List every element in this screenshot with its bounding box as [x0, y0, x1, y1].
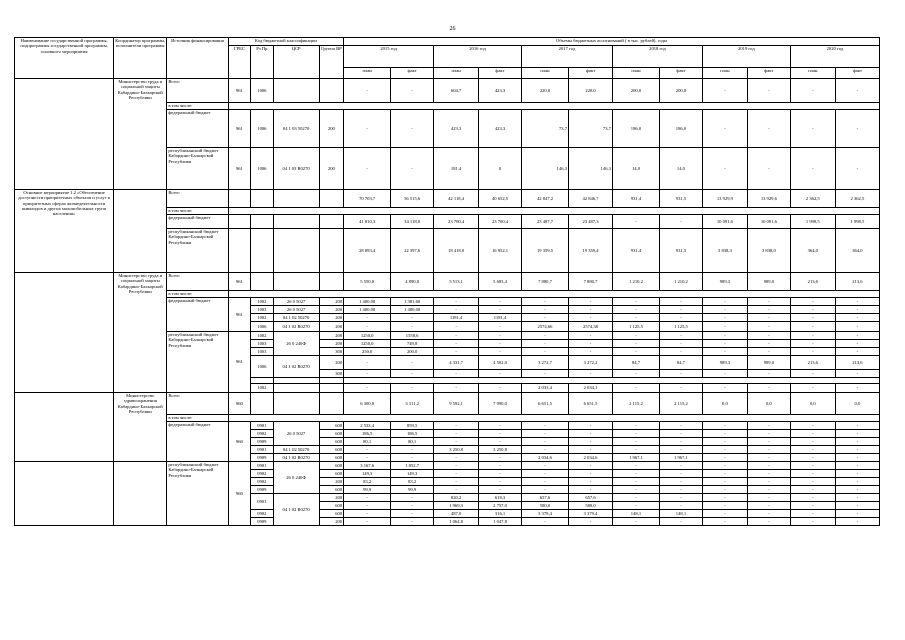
header-year: 2015 год: [344, 46, 434, 68]
header-plan: план: [344, 68, 391, 79]
header-year: 2016 год: [434, 46, 522, 68]
source-cell: Всего: [167, 393, 228, 415]
table-row: 1002 04 1 02 50270 200 - - 1181,4 1181,4 - - - - - - - -: [15, 314, 880, 322]
source-cell: федеральный бюджет: [167, 422, 228, 462]
table-row: 0902 600 149,3 149,3 - - - - - - - - - -: [15, 470, 880, 478]
header-csr: ЦСР: [273, 46, 319, 79]
table-row: 0901 04 1 02 R0270 200 - - 820,2 618,3 657,6 657,6 - - - - - -: [15, 494, 880, 502]
source-cell: федеральный бюджет: [167, 298, 228, 332]
coordinator-cell: Министерство труда и социальной защиты Кабардино-Балкарской Республики: [114, 79, 167, 190]
header-kbk: Код бюджетной классификации: [228, 38, 344, 46]
table-row: 0902 600 - - 487,0 316,1 3 379,4 3 379,4 148,1 148,1 - - - -: [15, 510, 880, 518]
coordinator-cell: Министерство здравоохранения Кабардино-Балкарской Республики: [114, 393, 167, 462]
table-row: 0909 04 1 02 R0270 600 - - - - 2 034,6 2 034,6 1 967,1 1 967,1 - - - -: [15, 454, 880, 462]
table-row: Министерство здравоохранения Кабардино-Балкарской Республики Всего 960 6 300,0 3 311,2 9 592,1 7 990,0 6 651,5 6 651,5 2 115,2 2 115,2 0,0 0,0 0,0 0,0: [15, 393, 880, 415]
table-row: федеральный бюджет 961 1006 04 1 03 50270 200 - - 423,3 423,3 73,7 73,7 186,0 186,0 - - - -: [15, 110, 880, 148]
header-grbs: ГРБС: [228, 46, 250, 79]
event-name: Основное мероприятие 1.2 «Обеспечение доступности приоритетных объектов и услуг в приоритетных сферах жизнедеятельности инвалидов и других маломобильных групп населения»: [15, 190, 114, 273]
table-row: 1003 300 250,0 200,0 - - - - - - - - - -: [15, 348, 880, 356]
table-row: 0902 600 186,5 186,5 - - - - - - - - - -: [15, 430, 880, 438]
header-plan: план: [702, 68, 747, 79]
header-rzpr: Рз Пр: [251, 46, 273, 79]
header-fact: факт: [835, 68, 879, 79]
source-cell: республиканский бюджет Кабардино-Балкарской Республики: [167, 332, 228, 393]
source-cell: республиканский бюджет Кабардино-Балкарской Республики: [167, 462, 228, 526]
header-source: Источник финансирования: [167, 38, 228, 79]
header-fact: факт: [569, 68, 613, 79]
source-cell: Всего: [167, 273, 228, 291]
source-cell: федеральный бюджет: [167, 110, 228, 148]
table-row: 0909 600 80,1 80,1 - - - - - - - - - -: [15, 438, 880, 446]
source-cell: Всего: [167, 190, 228, 208]
header-year: 2018 год: [612, 46, 702, 68]
table-row: 1006 04 1 02 R0270 200 - - 4 331,7 4 502,0 3 272,7 3 272,2 84,7 84,7 989,3 989,0 213,6 213,6: [15, 356, 880, 370]
table-row: Основное мероприятие 1.2 «Обеспечение доступности приоритетных объектов и услуг в приоритетных сферах жизнедеятельности инвалидов и других маломобильных групп населения» Всего 70 703,7 56 515,6 42 118,4 40 652,5 42 847,2 42 846,7 931,4 931,5 13 929,9 13 929,6 2 362,5 2 362,5: [15, 190, 880, 208]
table-row: 1003 26 0 5027 200 1 400,00 1 400,00 - - - - - - - - - -: [15, 306, 880, 314]
header-coordinator: Координатор программы, исполнители программы: [114, 38, 167, 79]
header-plan: план: [522, 68, 569, 79]
table-row: Министерство труда и социальной защиты Кабардино-Балкарской Республики Всего 961 5 550,0 4 890,0 5 513,1 5 683,4 7 880,7 7 880,7 1 210,2 1 210,2 989,3 989,0 213,6 213,6: [15, 273, 880, 291]
source-cell: республиканский бюджет Кабардино-Балкарской Республики: [167, 148, 228, 190]
source-cell: в том числе:: [167, 103, 228, 110]
header-fact: факт: [659, 68, 702, 79]
coordinator-cell: Министерство труда и социальной защиты Кабардино-Балкарской Республики: [114, 273, 167, 393]
header-volumes: Объемы бюджетных ассигнований ( в тыс. рублей), годы: [344, 38, 880, 46]
header-vr: Группа ВР: [319, 46, 344, 79]
table-row: республиканский бюджет Кабардино-Балкарской Республики 961 1002 26 0 240Ф 200 1250,0 1558,6 - - - - - - - - - -: [15, 332, 880, 340]
table-row: 0902 200 83,2 83,2 - - - - - - - - - -: [15, 478, 880, 486]
source-cell: Всего: [167, 79, 228, 103]
header-plan: план: [790, 68, 835, 79]
header-fact: факт: [747, 68, 790, 79]
table-row: 1002 - - - - 2 033,4 2 034,1 - - - - - -: [15, 384, 880, 393]
table-row: 0909 200 - - 1 064,8 1 047,8 - - - - - - - -: [15, 518, 880, 526]
table-row: Министерство труда и социальной защиты Кабардино-Балкарской Республики Всего 961 1006 - - 604,7 423,3 220,0 220,0 200,0 200,0 - - - -: [15, 79, 880, 103]
source-cell: федеральный бюджет: [167, 215, 228, 229]
header-fact: факт: [479, 68, 522, 79]
header-year: 2017 год: [522, 46, 613, 68]
source-cell: в том числе:: [167, 208, 228, 215]
header-plan: план: [434, 68, 479, 79]
budget-table: [14, 37, 880, 526]
table-row: 300 - - - - - - - - - - - -: [15, 370, 880, 378]
table-row: республиканский бюджет Кабардино-Балкарской Республики 28 893,4 22 397,6 18 418,0 16 952,1 19 359,5 19 359,4 931,4 931,5 3 838,3 3 838,0 364,0 364,0: [15, 229, 880, 273]
table-row: 0901 04 1 02 50270 600 - - 3 250,8 3 250,8 - - - - - - - -: [15, 446, 880, 454]
source-cell: в том числе:: [167, 291, 228, 298]
table-row: 1006 04 1 02 R0270 200 - - - - 2574,66 2574,38 1 125,5 1 125,5 - - - -: [15, 322, 880, 332]
header-name: Наименование государственной программы, подпрограммы государственной программы, основного мероприятия: [15, 38, 114, 79]
page-number: 26: [449, 26, 456, 32]
table-row: республиканский бюджет Кабардино-Балкарской Республики 960 0901 26 0 240Ф 600 3 167,6 1 852,7 - - - - - - - - - -: [15, 462, 880, 470]
source-cell: республиканский бюджет Кабардино-Балкарской Республики: [167, 229, 228, 273]
header-plan: план: [612, 68, 659, 79]
table-row: федеральный бюджет 41 810,3 34 118,0 23 700,4 23 700,4 23 487,7 23 487,3 - - 10 091,6 10 091,6 1 998,5 1 998,5: [15, 215, 880, 229]
header-year: 2020 год: [790, 46, 879, 68]
header-fact: факт: [391, 68, 434, 79]
source-cell: в том числе:: [167, 415, 228, 422]
header-year: 2019 год: [702, 46, 790, 68]
table-row: 1003 200 1250,0 749,8 - - - - - - - - - -: [15, 340, 880, 348]
table-row: 600 - - 1 969,3 2 757,0 580,0 580,0 - - - - - -: [15, 502, 880, 510]
table-row: федеральный бюджет 960 0901 26 0 5027 600 2 533,4 859,5 - - - - - - - - - -: [15, 422, 880, 430]
table-row: республиканский бюджет Кабардино-Балкарской Республики 961 1006 04 1 03 R0270 200 - - 181,4 0 146,3 146,3 14,0 14,0 - - - -: [15, 148, 880, 190]
table-row: 0909 600 99,9 99,9 - - - - - - - - - -: [15, 486, 880, 494]
table-row: федеральный бюджет 961 1002 26 0 5027 200 1 400,00 1 381,60 - - - - - - - - - -: [15, 298, 880, 306]
